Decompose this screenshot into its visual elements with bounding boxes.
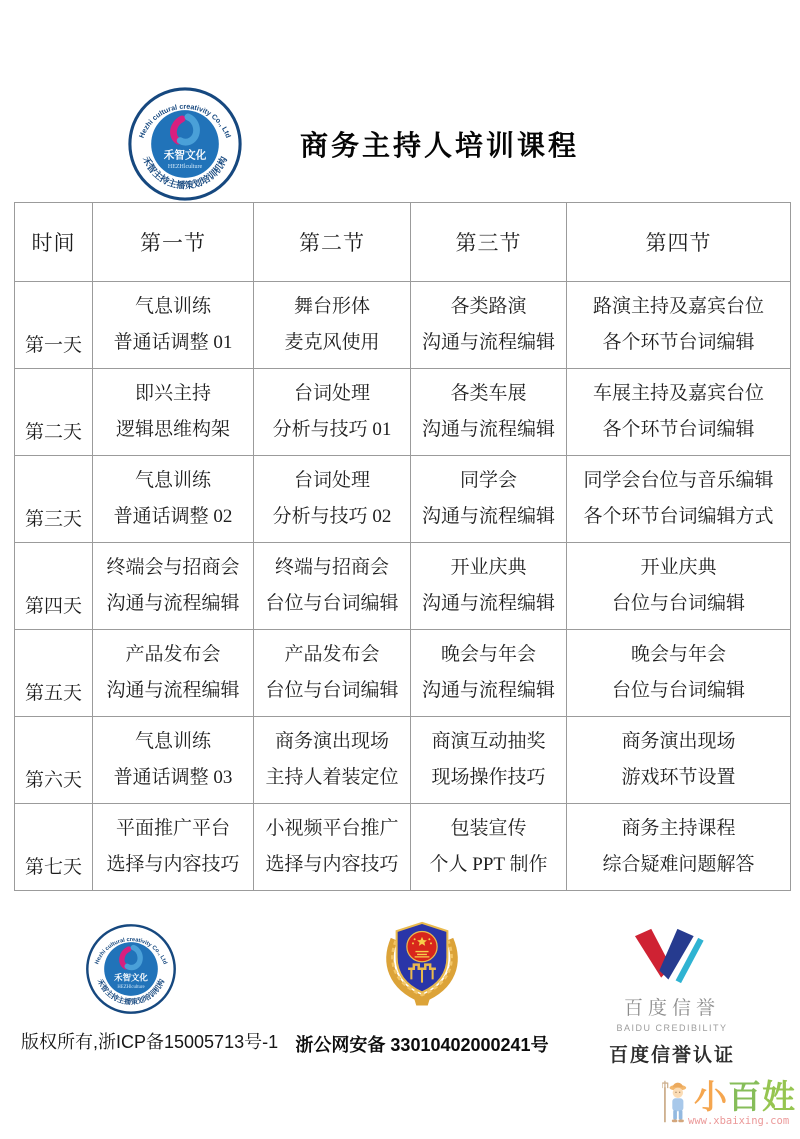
course-line: 台位与台词编辑 bbox=[611, 592, 745, 614]
course-line: 选择与内容技巧 bbox=[265, 853, 399, 875]
course-cell bbox=[254, 282, 411, 369]
course-line: 商务主持课程 bbox=[621, 817, 736, 839]
course-line: 沟通与流程编辑 bbox=[421, 505, 555, 527]
police-badge-icon bbox=[381, 918, 463, 1008]
course-line: 即兴主持 bbox=[134, 382, 211, 404]
course-line: 各个环节台词编辑 bbox=[602, 331, 755, 353]
course-cell bbox=[567, 630, 791, 717]
course-cell bbox=[411, 456, 567, 543]
course-line: 晚会与年会 bbox=[440, 643, 536, 665]
course-cell bbox=[567, 543, 791, 630]
course-cell bbox=[567, 804, 791, 891]
course-cell bbox=[93, 630, 254, 717]
course-cell bbox=[411, 717, 567, 804]
watermark-title bbox=[694, 1080, 796, 1113]
course-cell bbox=[411, 282, 567, 369]
day-cell bbox=[15, 630, 93, 717]
watermark-char: 姓 bbox=[762, 1078, 796, 1115]
course-line: 台词处理 bbox=[293, 469, 370, 491]
course-line: 沟通与流程编辑 bbox=[421, 331, 555, 353]
course-cell bbox=[254, 804, 411, 891]
column-header-time: 时间 bbox=[15, 203, 93, 282]
course-line: 各个环节台词编辑方式 bbox=[583, 505, 774, 527]
course-line: 台位与台词编辑 bbox=[265, 679, 399, 701]
course-cell bbox=[567, 456, 791, 543]
course-cell bbox=[411, 369, 567, 456]
course-cell bbox=[93, 282, 254, 369]
table-row bbox=[15, 456, 791, 543]
course-line: 沟通与流程编辑 bbox=[106, 679, 240, 701]
course-line: 分析与技巧 01 bbox=[272, 418, 392, 440]
course-line: 开业庆典 bbox=[640, 556, 717, 578]
course-line: 同学会 bbox=[459, 469, 517, 491]
course-line: 路演主持及嘉宾台位 bbox=[592, 295, 764, 317]
baidu-credibility-icon bbox=[634, 928, 710, 984]
course-line: 沟通与流程编辑 bbox=[421, 418, 555, 440]
icp-beian-link[interactable]: 版权所有,浙ICP备15005713号-1 bbox=[21, 1032, 279, 1052]
column-header-session2: 第二节 bbox=[254, 203, 411, 282]
course-line: 商务演出现场 bbox=[274, 730, 389, 752]
day-label: 第一天 bbox=[24, 335, 82, 356]
course-cell bbox=[254, 543, 411, 630]
day-cell bbox=[15, 543, 93, 630]
table-row bbox=[15, 543, 791, 630]
course-line: 小视频平台推广 bbox=[265, 817, 399, 839]
course-line: 晚会与年会 bbox=[630, 643, 726, 665]
course-cell bbox=[93, 717, 254, 804]
course-line: 开业庆典 bbox=[450, 556, 527, 578]
course-cell bbox=[254, 369, 411, 456]
course-line: 气息训练 bbox=[134, 295, 211, 317]
baidu-credibility-en: BAIDU CREDIBILITY bbox=[616, 1023, 728, 1033]
course-line: 台位与台词编辑 bbox=[611, 679, 745, 701]
course-line: 选择与内容技巧 bbox=[106, 853, 240, 875]
table-row bbox=[15, 717, 791, 804]
course-line: 气息训练 bbox=[134, 469, 211, 491]
table-row bbox=[15, 369, 791, 456]
course-line: 综合疑难问题解答 bbox=[602, 853, 755, 875]
course-line: 游戏环节设置 bbox=[621, 766, 736, 788]
day-cell bbox=[15, 282, 93, 369]
course-line: 个人 PPT 制作 bbox=[429, 853, 548, 875]
table-row bbox=[15, 282, 791, 369]
course-line: 主持人着装定位 bbox=[265, 766, 399, 788]
course-line: 分析与技巧 02 bbox=[272, 505, 392, 527]
page-title: 商务主持人培训课程 bbox=[300, 130, 580, 161]
course-line: 各类车展 bbox=[450, 382, 527, 404]
course-line: 台位与台词编辑 bbox=[265, 592, 399, 614]
day-cell bbox=[15, 456, 93, 543]
gongan-beian-link[interactable] bbox=[292, 918, 552, 1057]
day-label: 第七天 bbox=[24, 857, 82, 878]
course-cell bbox=[254, 630, 411, 717]
day-label: 第三天 bbox=[24, 509, 82, 530]
course-line: 台词处理 bbox=[293, 382, 370, 404]
course-cell bbox=[254, 717, 411, 804]
day-cell bbox=[15, 717, 93, 804]
course-line: 同学会台位与音乐编辑 bbox=[583, 469, 774, 491]
day-label: 第二天 bbox=[24, 422, 82, 443]
course-line: 沟通与流程编辑 bbox=[421, 679, 555, 701]
course-line: 商务演出现场 bbox=[621, 730, 736, 752]
course-line: 商演互动抽奖 bbox=[431, 730, 546, 752]
column-header-session1: 第一节 bbox=[93, 203, 254, 282]
baidu-credibility-cn: 百度信誉 bbox=[623, 998, 720, 1019]
course-cell bbox=[411, 543, 567, 630]
column-header-session3: 第三节 bbox=[411, 203, 567, 282]
course-cell bbox=[567, 369, 791, 456]
table-row bbox=[15, 630, 791, 717]
table-row bbox=[15, 804, 791, 891]
course-line: 包装宣传 bbox=[450, 817, 527, 839]
xbaixing-watermark bbox=[660, 1074, 798, 1134]
course-line: 平面推广平台 bbox=[115, 817, 230, 839]
course-cell bbox=[411, 804, 567, 891]
watermark-url: www.xbaixing.com bbox=[688, 1115, 790, 1127]
course-line: 产品发布会 bbox=[284, 643, 380, 665]
course-cell bbox=[93, 543, 254, 630]
course-line: 终端与招商会 bbox=[274, 556, 389, 578]
course-line: 终端会与招商会 bbox=[106, 556, 240, 578]
baidu-cert-label: 百度信誉认证 bbox=[608, 1045, 735, 1066]
hezhi-logo bbox=[127, 86, 243, 202]
course-line: 车展主持及嘉宾台位 bbox=[592, 382, 764, 404]
day-label: 第五天 bbox=[24, 683, 82, 704]
course-line: 普通话调整 01 bbox=[113, 331, 233, 353]
gongan-beian-text: 浙公网安备 33010402000241号 bbox=[295, 1035, 549, 1055]
course-cell bbox=[567, 717, 791, 804]
course-schedule-table bbox=[14, 202, 791, 891]
course-line: 逻辑思维构架 bbox=[115, 418, 230, 440]
baidu-credibility-link[interactable] bbox=[594, 928, 750, 1067]
course-line: 麦克风使用 bbox=[284, 331, 380, 353]
hezhi-logo-footer bbox=[85, 923, 177, 1015]
course-line: 沟通与流程编辑 bbox=[106, 592, 240, 614]
course-cell bbox=[411, 630, 567, 717]
course-line: 舞台形体 bbox=[293, 295, 370, 317]
course-line: 现场操作技巧 bbox=[431, 766, 546, 788]
course-line: 普通话调整 02 bbox=[113, 505, 233, 527]
course-cell bbox=[93, 804, 254, 891]
day-cell bbox=[15, 369, 93, 456]
course-line: 气息训练 bbox=[134, 730, 211, 752]
course-cell bbox=[254, 456, 411, 543]
course-line: 产品发布会 bbox=[125, 643, 221, 665]
day-label: 第四天 bbox=[24, 596, 82, 617]
xbaixing-mascot-icon bbox=[662, 1078, 690, 1126]
table-header-row bbox=[15, 203, 791, 282]
course-line: 沟通与流程编辑 bbox=[421, 592, 555, 614]
course-cell bbox=[93, 369, 254, 456]
course-cell bbox=[93, 456, 254, 543]
course-cell bbox=[567, 282, 791, 369]
watermark-char: 小 bbox=[694, 1078, 728, 1115]
column-header-session4: 第四节 bbox=[567, 203, 791, 282]
course-line: 各类路演 bbox=[450, 295, 527, 317]
watermark-char: 百 bbox=[728, 1078, 762, 1115]
day-cell bbox=[15, 804, 93, 891]
day-label: 第六天 bbox=[24, 770, 82, 791]
course-line: 各个环节台词编辑 bbox=[602, 418, 755, 440]
course-line: 普通话调整 03 bbox=[113, 766, 233, 788]
